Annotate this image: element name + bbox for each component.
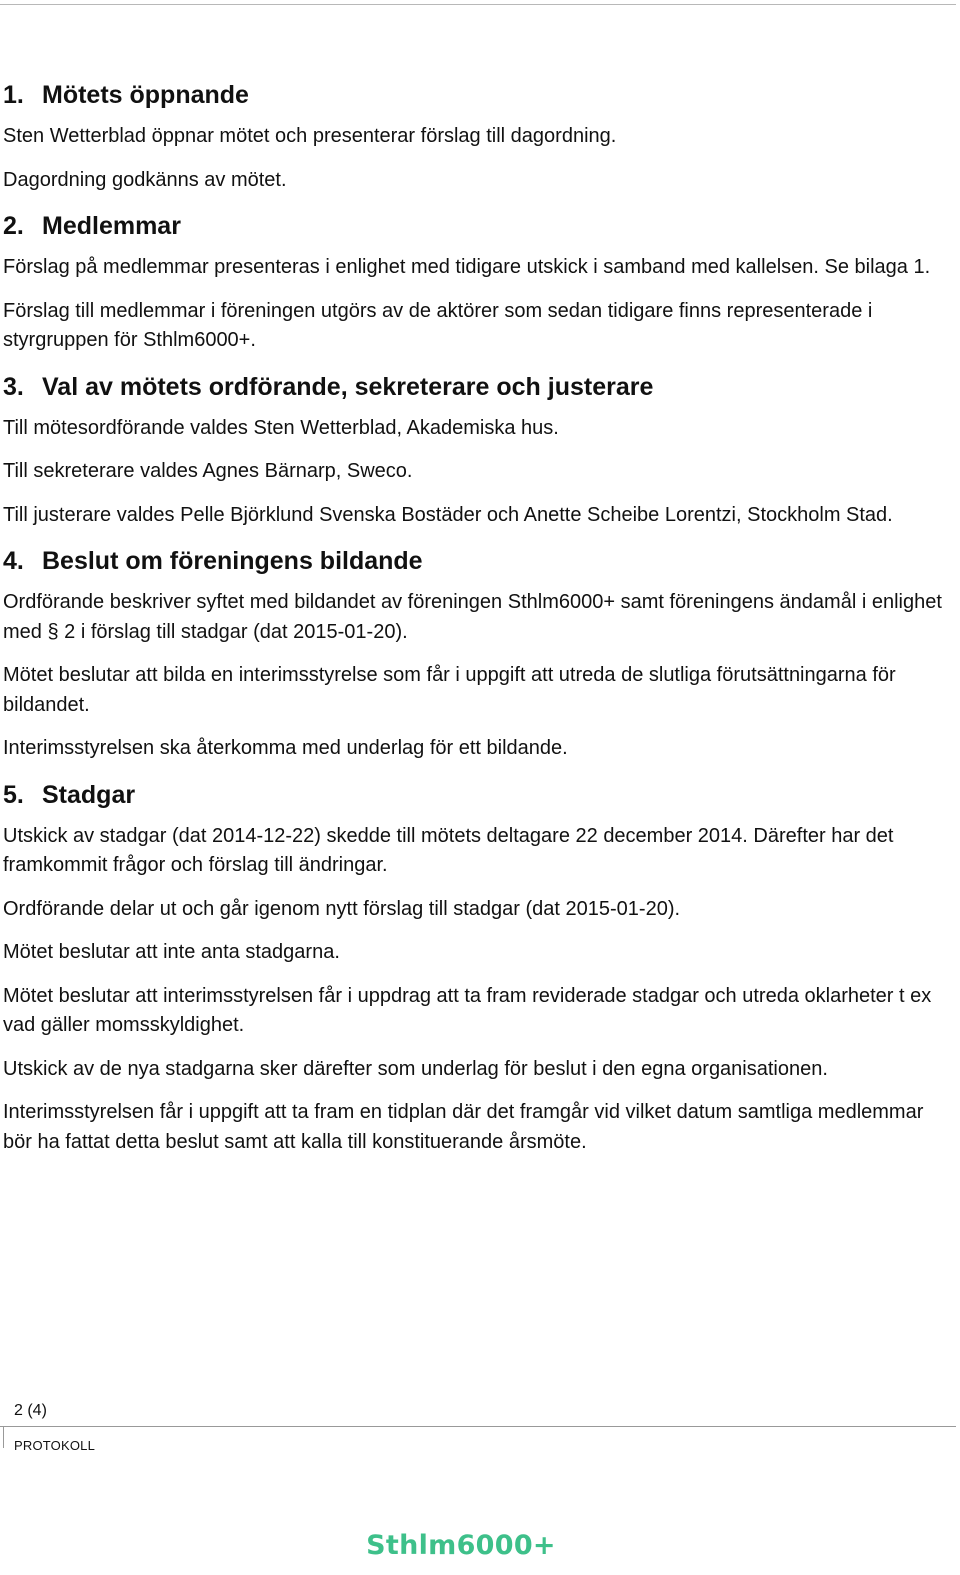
section-heading xyxy=(3,778,953,812)
paragraph: Dagordning godkänns av mötet. xyxy=(3,168,287,191)
paragraph: Förslag på medlemmar presenteras i enlighet med tidigare utskick i samband med kallelsen. Se bilaga 1. xyxy=(3,256,931,278)
section-title: Medlemmar xyxy=(42,212,181,240)
section-number: 1. xyxy=(3,81,24,109)
section-title: Mötets öppnande xyxy=(42,81,249,109)
paragraph: Interimsstyrelsen får i uppgift att ta fram en tidplan där det framgår vid vilket datum samtliga medlemmar bör ha fattat detta beslut samt att kalla till konstituerande årsmöte. xyxy=(3,1101,924,1153)
section-foreningens-bildande xyxy=(3,544,953,764)
section-heading xyxy=(3,78,953,112)
document-body xyxy=(3,78,953,1171)
paragraph: Mötet beslutar att interimsstyrelsen får i uppdrag att ta fram reviderade stadgar och utreda oklarheter t ex vad gäller momsskyldighet. xyxy=(3,984,932,1036)
paragraph: Till justerare valdes Pelle Björklund Svenska Bostäder och Anette Scheibe Lorentzi, Stockholm Stad. xyxy=(3,503,893,526)
paragraph: Sten Wetterblad öppnar mötet och presenterar förslag till dagordning. xyxy=(3,125,617,147)
paragraph: Till mötesordförande valdes Sten Wetterblad, Akademiska hus. xyxy=(3,416,559,439)
paragraph: Förslag till medlemmar i föreningen utgörs av de aktörer som sedan tidigare finns representerade i styrgruppen för Sthlm6000+. xyxy=(3,299,873,351)
paragraph: Utskick av stadgar (dat 2014-12-22) skedde till mötets deltagare 22 december 2014. Därefter har det framkommit frågor och förslag till ändringar. xyxy=(3,824,894,876)
page-number: 2 (4) xyxy=(14,1402,47,1419)
footer-corner-mark xyxy=(3,1426,4,1448)
section-number: 3. xyxy=(3,372,24,401)
paragraph: Till sekreterare valdes Agnes Bärnarp, Sweco. xyxy=(3,460,413,482)
section-number: 2. xyxy=(3,212,24,240)
paragraph: Ordförande delar ut och går igenom nytt förslag till stadgar (dat 2015-01-20). xyxy=(3,897,681,920)
section-number: 5. xyxy=(3,780,24,809)
paragraph: Mötet beslutar att bilda en interimsstyrelse som får i uppgift att utreda de slutliga förutsättningarna för bildandet. xyxy=(3,664,896,716)
paragraph: Mötet beslutar att inte anta stadgarna. xyxy=(3,941,340,963)
top-divider xyxy=(0,4,956,5)
paragraph: Utskick av de nya stadgarna sker därefter som underlag för beslut i den egna organisationen. xyxy=(3,1057,828,1080)
section-medlemmar xyxy=(3,209,953,356)
paragraph: Interimsstyrelsen ska återkomma med underlag för ett bildande. xyxy=(3,737,568,759)
section-heading xyxy=(3,209,953,243)
footer-divider xyxy=(0,1426,956,1427)
section-heading xyxy=(3,370,953,404)
section-title: Stadgar xyxy=(42,780,136,809)
section-val-av-ordforande xyxy=(3,370,953,531)
section-stadgar xyxy=(3,778,953,1158)
document-type-label: PROTOKOLL xyxy=(14,1438,96,1453)
brand-logo: Sthlm6000+ xyxy=(366,1530,556,1561)
paragraph: Ordförande beskriver syftet med bildandet av föreningen Sthlm6000+ samt föreningens ändamål i enlighet med § 2 i förslag till stadgar (dat 2015-01-20). xyxy=(3,591,942,643)
section-heading xyxy=(3,544,953,578)
section-motets-oppnande xyxy=(3,78,953,195)
section-number: 4. xyxy=(3,547,24,575)
section-title: Val av mötets ordförande, sekreterare och justerare xyxy=(42,372,654,401)
section-title: Beslut om föreningens bildande xyxy=(42,547,423,575)
